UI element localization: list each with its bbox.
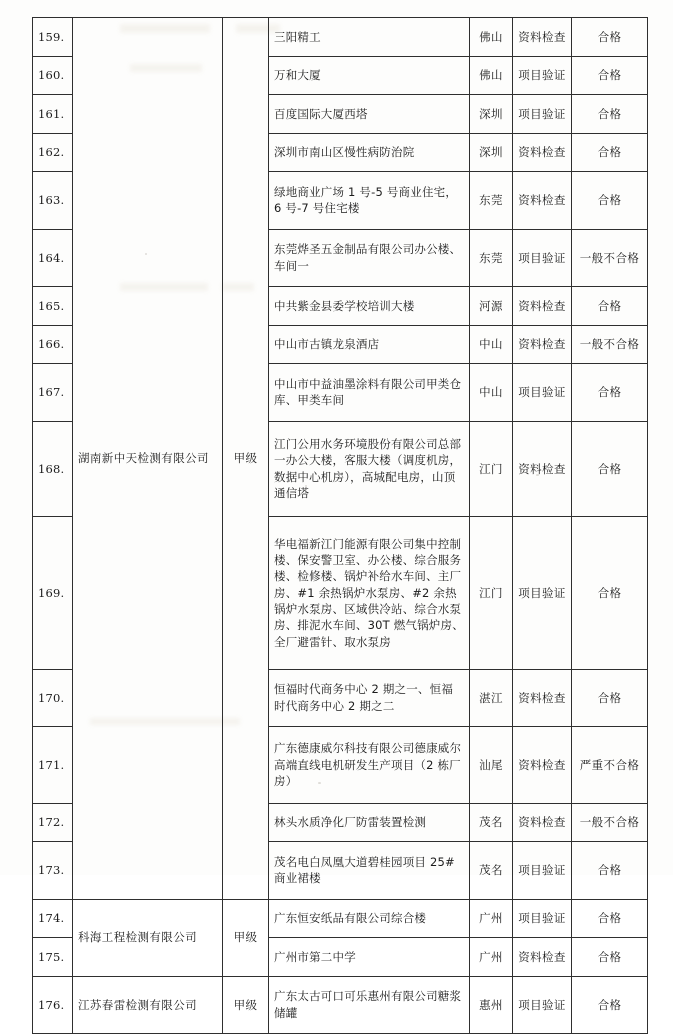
inspection-result: 合格	[572, 421, 648, 517]
inspection-type: 项目验证	[513, 976, 572, 1034]
inspection-result: 一般不合格	[572, 325, 648, 364]
scan-speck	[145, 253, 147, 255]
inspection-result: 合格	[572, 56, 648, 95]
inspection-result: 合格	[572, 133, 648, 172]
project-name: 江门公用水务环境股份有限公司总部一办公大楼，客服大楼（调度机房，数据中心机房），高城配电房，山顶通信塔	[269, 421, 470, 517]
inspection-type: 资料检查	[513, 172, 572, 230]
inspection-result: 合格	[572, 18, 648, 57]
project-name: 华电福新江门能源有限公司集中控制楼、保安警卫室、办公楼、综合服务楼、检修楼、锅炉补给水车间、主厂房、#1 余热锅炉水泵房、#2 余热锅炉水泵房、区域供冷站、综合水泵房、排泥水车间、30T 燃气锅炉房、全厂避雷针、取水泵房	[269, 517, 470, 670]
city-cell: 江门	[470, 517, 513, 670]
project-name: 广州市第二中学	[269, 938, 470, 977]
city-cell: 东莞	[470, 229, 513, 287]
city-cell: 江门	[470, 421, 513, 517]
table-body	[33, 18, 648, 1034]
project-name: 林头水质净化厂防雷装置检测	[269, 803, 470, 842]
row-index: 171.	[33, 727, 73, 804]
row-index: 160.	[33, 56, 73, 95]
inspection-type: 项目验证	[513, 517, 572, 670]
inspection-type: 资料检查	[513, 421, 572, 517]
project-name: 万和大厦	[269, 56, 470, 95]
inspection-result: 合格	[572, 95, 648, 134]
row-index: 164.	[33, 229, 73, 287]
inspection-type: 资料检查	[513, 18, 572, 57]
project-name: 广东太古可口可乐惠州有限公司糖浆储罐	[269, 976, 470, 1034]
city-cell: 惠州	[470, 976, 513, 1034]
table-row	[33, 976, 648, 1034]
row-index: 169.	[33, 517, 73, 670]
inspection-result: 合格	[572, 976, 648, 1034]
city-cell: 佛山	[470, 56, 513, 95]
inspection-result: 一般不合格	[572, 229, 648, 287]
inspection-type: 资料检查	[513, 803, 572, 842]
company-cell: 江苏春雷检测有限公司	[73, 976, 223, 1034]
city-cell: 中山	[470, 325, 513, 364]
row-index: 168.	[33, 421, 73, 517]
inspection-type: 项目验证	[513, 842, 572, 900]
row-index: 176.	[33, 976, 73, 1034]
project-name: 广东德康威尔科技有限公司德康威尔高端直线电机研发生产项目（2 栋厂房）	[269, 727, 470, 804]
city-cell: 深圳	[470, 133, 513, 172]
grade-cell: 甲级	[223, 899, 269, 976]
inspection-result: 一般不合格	[572, 803, 648, 842]
project-name: 深圳市南山区慢性病防治院	[269, 133, 470, 172]
table-row	[33, 899, 648, 938]
city-cell: 深圳	[470, 95, 513, 134]
inspection-type: 项目验证	[513, 95, 572, 134]
city-cell: 广州	[470, 899, 513, 938]
row-index: 162.	[33, 133, 73, 172]
scan-speck	[318, 782, 321, 784]
city-cell: 茂名	[470, 803, 513, 842]
inspection-type: 项目验证	[513, 56, 572, 95]
city-cell: 东莞	[470, 172, 513, 230]
inspection-results-table	[32, 17, 648, 1034]
city-cell: 广州	[470, 938, 513, 977]
inspection-result: 合格	[572, 842, 648, 900]
grade-cell: 甲级	[223, 18, 269, 900]
inspection-type: 项目验证	[513, 364, 572, 422]
project-name: 中共紫金县委学校培训大楼	[269, 287, 470, 326]
table-row	[33, 18, 648, 57]
scan-speck	[305, 485, 307, 487]
city-cell: 茂名	[470, 842, 513, 900]
grade-cell: 甲级	[223, 976, 269, 1034]
inspection-result: 合格	[572, 172, 648, 230]
project-name: 百度国际大厦西塔	[269, 95, 470, 134]
inspection-result: 合格	[572, 899, 648, 938]
row-index: 174.	[33, 899, 73, 938]
inspection-result: 合格	[572, 669, 648, 727]
inspection-result: 合格	[572, 287, 648, 326]
project-name: 绿地商业广场 1 号-5 号商业住宅，6 号-7 号住宅楼	[269, 172, 470, 230]
company-cell: 湖南新中天检测有限公司	[73, 18, 223, 900]
project-name: 茂名电白凤凰大道碧桂园项目 25#商业裙楼	[269, 842, 470, 900]
row-index: 163.	[33, 172, 73, 230]
city-cell: 佛山	[470, 18, 513, 57]
city-cell: 河源	[470, 287, 513, 326]
city-cell: 汕尾	[470, 727, 513, 804]
city-cell: 湛江	[470, 669, 513, 727]
project-name: 中山市中益油墨涂料有限公司甲类仓库、甲类车间	[269, 364, 470, 422]
project-name: 三阳精工	[269, 18, 470, 57]
inspection-type: 资料检查	[513, 727, 572, 804]
inspection-result: 合格	[572, 938, 648, 977]
inspection-result: 合格	[572, 364, 648, 422]
project-name: 广东恒安纸品有限公司综合楼	[269, 899, 470, 938]
project-name: 中山市古镇龙泉酒店	[269, 325, 470, 364]
inspection-type: 资料检查	[513, 325, 572, 364]
inspection-type: 资料检查	[513, 287, 572, 326]
inspection-result: 合格	[572, 517, 648, 670]
row-index: 175.	[33, 938, 73, 977]
inspection-result: 严重不合格	[572, 727, 648, 804]
row-index: 172.	[33, 803, 73, 842]
project-name: 恒福时代商务中心 2 期之一、恒福时代商务中心 2 期之二	[269, 669, 470, 727]
row-index: 170.	[33, 669, 73, 727]
scan-speck	[536, 474, 539, 476]
row-index: 167.	[33, 364, 73, 422]
row-index: 166.	[33, 325, 73, 364]
city-cell: 中山	[470, 364, 513, 422]
row-index: 165.	[33, 287, 73, 326]
inspection-type: 项目验证	[513, 229, 572, 287]
project-name: 东莞烨圣五金制品有限公司办公楼、车间一	[269, 229, 470, 287]
inspection-type: 资料检查	[513, 938, 572, 977]
row-index: 173.	[33, 842, 73, 900]
inspection-type: 资料检查	[513, 133, 572, 172]
row-index: 159.	[33, 18, 73, 57]
company-cell: 科海工程检测有限公司	[73, 899, 223, 976]
row-index: 161.	[33, 95, 73, 134]
results-table-container	[32, 17, 647, 1034]
inspection-type: 项目验证	[513, 899, 572, 938]
inspection-type: 资料检查	[513, 669, 572, 727]
